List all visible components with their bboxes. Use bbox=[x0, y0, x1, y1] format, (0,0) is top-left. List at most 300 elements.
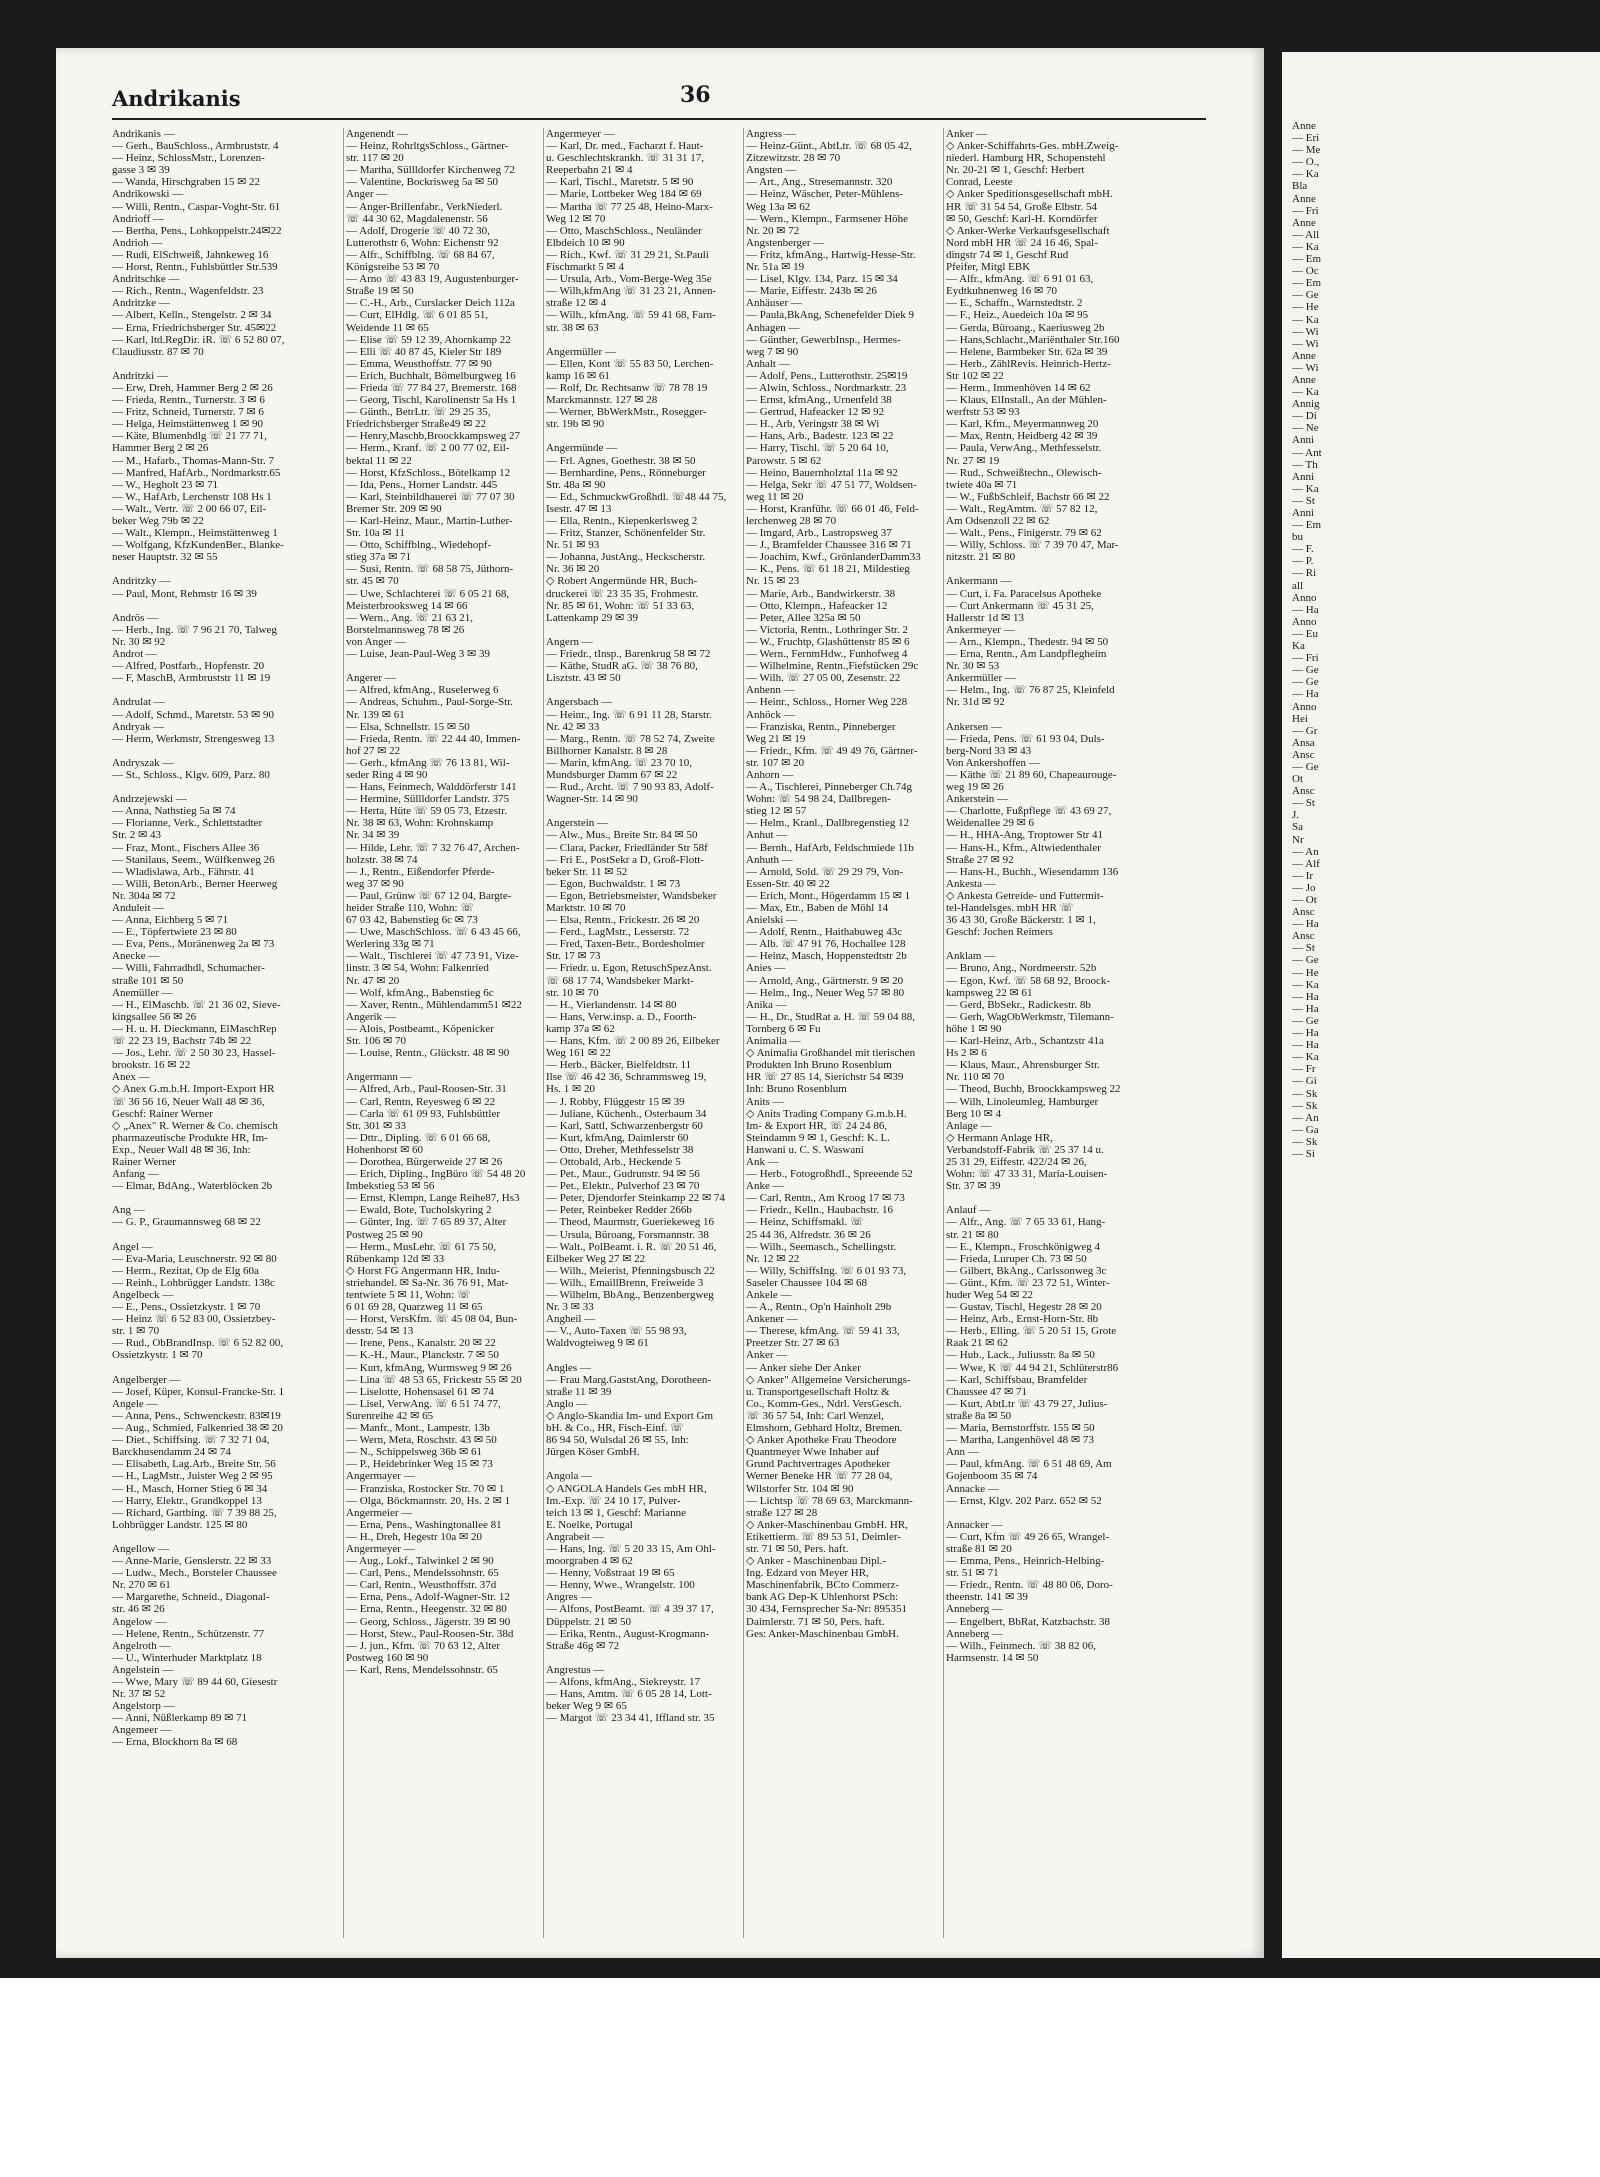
directory-entry-line: — Hans, Ing. ☏ 5 20 33 15, Am Ohl- bbox=[546, 1542, 716, 1555]
surname-heading: Angemeer — bbox=[112, 1724, 172, 1737]
directory-entry-line: — Wern., Ang. ☏ 21 63 21, bbox=[346, 611, 473, 624]
directory-entry-line: — Günther, GewerbInsp., Hermes- bbox=[746, 333, 901, 346]
directory-entry-line: — E., Töpfertwiete 23 ✉ 80 bbox=[112, 926, 237, 939]
partial-entry-line: Anne bbox=[1292, 349, 1316, 362]
directory-entry-line: — Bernhardine, Pens., Rönneburger bbox=[546, 466, 706, 479]
directory-entry-line: — Fri E., PostSekr a D, Groß-Flott- bbox=[546, 853, 704, 866]
directory-entry-line: Jürgen Köser GmbH. bbox=[546, 1446, 640, 1459]
directory-entry-line: 25 44 36, Alfredstr. 36 ✉ 26 bbox=[746, 1228, 871, 1241]
directory-entry-line: ◇ Horst FG Angermann HR, Indu- bbox=[346, 1264, 500, 1277]
surname-heading: Andritzky — bbox=[112, 575, 171, 588]
directory-entry-line: — Fritz, Stanzer, Schönenfelder Str. bbox=[546, 527, 706, 540]
directory-entry-line: — Elsa, Schnellstr. 15 ✉ 50 bbox=[346, 720, 470, 733]
directory-entry-line: — Franziska, Rentn., Pinneberger bbox=[746, 720, 896, 733]
directory-entry-line: — Paul, kfmAng. ☏ 6 51 48 69, Am bbox=[946, 1458, 1112, 1471]
directory-entry-line: — Carl, Rentn., Am Kroog 17 ✉ 73 bbox=[746, 1192, 905, 1205]
directory-entry-line: — Manfred, HafArb., Nordmarkstr.65 bbox=[112, 466, 281, 479]
directory-entry-line: — Erich, Buchhalt, Bömelburgweg 16 bbox=[346, 369, 516, 382]
directory-entry-line: Str. 301 ✉ 33 bbox=[346, 1119, 406, 1132]
directory-entry-line: neser Hauptstr. 32 ✉ 55 bbox=[112, 551, 218, 564]
directory-entry-line: — Gustav, Tischl, Hegestr 28 ✉ 20 bbox=[946, 1301, 1102, 1314]
directory-entry-line: Im- & Export HR, ☏ 24 24 86, bbox=[746, 1119, 888, 1132]
directory-entry-line: — Wanda, Hirschgraben 15 ✉ 22 bbox=[112, 176, 261, 189]
directory-entry-line: — Theod, Maurmstr, Gueriekeweg 16 bbox=[546, 1216, 714, 1229]
directory-entry-line: — Horst, Rentn., Fuhlsbüttler Str.539 bbox=[112, 261, 278, 274]
directory-entry-line: — Karl, ltd.RegDir. iR. ☏ 6 52 80 07, bbox=[112, 333, 285, 346]
directory-entry-line: — Gerh., kfmAng ☏ 76 13 81, Wil- bbox=[346, 756, 510, 769]
directory-entry-line: — Marg., Rentn. ☏ 78 52 74, Zweite bbox=[546, 732, 715, 745]
directory-entry-line: Weg 161 ✉ 22 bbox=[546, 1047, 611, 1060]
partial-entry-line: — Oc bbox=[1292, 265, 1319, 278]
directory-entry-line: stieg 37a ✉ 71 bbox=[346, 551, 412, 564]
partial-entry-line: Ansa bbox=[1292, 736, 1315, 749]
directory-entry-line: — Wwe, K ☏ 44 94 21, Schlüterstr86 bbox=[946, 1361, 1119, 1374]
directory-entry-line: — Kurt, kfmAng, Wurmsweg 9 ✉ 26 bbox=[346, 1361, 512, 1374]
directory-entry-line: Elmshorn, Gebhard Holtz, Bremen. bbox=[746, 1422, 903, 1435]
directory-entry-line: — Alfr., Ang. ☏ 7 65 33 61, Hang- bbox=[946, 1216, 1106, 1229]
partial-entry-line: — Ka bbox=[1292, 386, 1319, 399]
surname-heading: Anhöck — bbox=[746, 708, 795, 721]
directory-entry-line: hof 27 ✉ 22 bbox=[346, 744, 401, 757]
surname-heading: Anhuth — bbox=[746, 853, 793, 866]
directory-entry-line: — Kurt, AbtLtr ☏ 43 79 27, Julius- bbox=[946, 1397, 1108, 1410]
directory-entry-line: — Frieda ☏ 77 84 27, Bremerstr. 168 bbox=[346, 381, 517, 394]
directory-entry-line: Nr. 31d ✉ 92 bbox=[946, 696, 1005, 709]
directory-entry-line: Nr. 20-21 ✉ 1, Geschf: Herbert bbox=[946, 164, 1085, 177]
partial-entry-line: — St bbox=[1292, 797, 1315, 810]
directory-entry-line: — W., Fruchtp, Glashüttenstr 85 ✉ 6 bbox=[746, 635, 910, 648]
blank-line bbox=[546, 334, 764, 346]
directory-entry-line: — Willi, BetonArb., Berner Heerweg bbox=[112, 877, 278, 890]
directory-entry-line: — H. u. H. Dieckmann, ElMaschRep bbox=[112, 1022, 277, 1035]
directory-entry-line: — Heinz, RohrltgsSchloss., Gärtner- bbox=[346, 140, 509, 153]
surname-heading: Anhorn — bbox=[746, 768, 794, 781]
directory-entry-line: Wagner-Str. 14 ✉ 90 bbox=[546, 793, 638, 806]
directory-entry-line: — Henny, Voßstraat 19 ✉ 65 bbox=[546, 1567, 675, 1580]
blank-line bbox=[946, 938, 1164, 950]
directory-entry-line: — Wilh,kfmAng ☏ 31 23 21, Annen- bbox=[546, 285, 717, 298]
directory-entry-line: Imbekstieg 53 ✉ 56 bbox=[346, 1180, 435, 1193]
partial-entry-line: Anni bbox=[1292, 507, 1314, 519]
directory-entry-line: — Willy, SchiffsIng. ☏ 6 01 93 73, bbox=[746, 1264, 907, 1277]
directory-entry-line: — Herta, Hüte ☏ 59 05 73, Etzestr. bbox=[346, 805, 507, 818]
next-page-partial-column bbox=[1292, 120, 1380, 1948]
surname-heading: Andrikowski — bbox=[112, 188, 184, 201]
directory-entry-line: Straße 27 ✉ 92 bbox=[946, 853, 1014, 866]
directory-entry-line: linstr. 3 ✉ 54, Wohn: Falkenried bbox=[346, 962, 489, 975]
directory-entry-line: — Anna, Pens., Schwenckestr. 83✉19 bbox=[112, 1409, 281, 1422]
partial-entry-line: — Ge bbox=[1292, 664, 1319, 677]
directory-entry-line: Nr. 30 ✉ 53 bbox=[946, 660, 1000, 673]
surname-heading: Angerstein — bbox=[546, 817, 609, 830]
directory-entry-line: — Margarethe, Schneid., Diagonal- bbox=[112, 1591, 270, 1604]
directory-entry-line: Str. 37 ✉ 39 bbox=[946, 1180, 1001, 1193]
partial-entry-line: — Ge bbox=[1292, 676, 1319, 689]
directory-entry-line: — Helga, Heimstättenweg 1 ✉ 90 bbox=[112, 418, 263, 431]
directory-entry-line: Nr. 30 ✉ 92 bbox=[112, 635, 166, 648]
directory-entry-line: ◇ Hermann Anlage HR, bbox=[946, 1131, 1053, 1144]
directory-entry-line: Nr. 304a ✉ 72 bbox=[112, 889, 176, 902]
directory-entry-line: Wilstorfer Str. 104 ✉ 90 bbox=[746, 1482, 854, 1495]
surname-heading: Angress — bbox=[746, 128, 796, 140]
directory-entry-line: — Hans, Feinmech, Walddörferstr 141 bbox=[346, 781, 517, 794]
blank-line bbox=[112, 1362, 340, 1374]
directory-entry-line: — Helm., Ing., Neuer Weg 57 ✉ 80 bbox=[746, 986, 905, 999]
blank-line bbox=[546, 430, 764, 442]
directory-entry-line: — Helm., Ing. ☏ 76 87 25, Kleinfeld bbox=[946, 684, 1115, 697]
directory-entry-line: str. 117 ✉ 20 bbox=[346, 152, 404, 165]
directory-entry-line: Hohenhorst ✉ 60 bbox=[346, 1143, 424, 1156]
directory-entry-line: beker Weg 9 ✉ 65 bbox=[546, 1700, 627, 1713]
directory-entry-line: — F., Heiz., Auedeich 10a ✉ 95 bbox=[946, 309, 1089, 322]
directory-entry-line: ◇ Ankesta Getreide- und Futtermit- bbox=[946, 889, 1104, 902]
directory-entry-line: Mundsburger Damm 67 ✉ 22 bbox=[546, 768, 678, 781]
partial-entry-line: Nr bbox=[1292, 833, 1304, 846]
directory-entry-line: Eydtkuhnenweg 16 ✉ 70 bbox=[946, 285, 1057, 298]
directory-entry-line: — Arnold, Sold. ☏ 29 29 79, Von- bbox=[746, 865, 903, 878]
directory-entry-line: — Willi, Fahrradhdl, Schumacher- bbox=[112, 962, 265, 975]
directory-entry-line: — Maria, Bernstorffstr. 155 ✉ 50 bbox=[946, 1422, 1095, 1435]
directory-entry-line: HR ☏ 27 85 14, Sierichstr 54 ✉39 bbox=[746, 1071, 904, 1084]
surname-heading: Angrestus — bbox=[546, 1663, 605, 1676]
surname-heading: Angenendt — bbox=[346, 128, 409, 140]
surname-heading: Angrabeit — bbox=[546, 1530, 604, 1543]
directory-entry-line: Weg 13a ✉ 62 bbox=[746, 200, 811, 213]
directory-entry-line: — Elmar, BdAng., Waterblöcken 2b bbox=[112, 1180, 273, 1193]
surname-heading: Angellow — bbox=[112, 1542, 170, 1555]
directory-entry-line: — Rich., Kwf. ☏ 31 29 21, St.Pauli bbox=[546, 248, 709, 261]
page-number: 36 bbox=[680, 82, 711, 108]
directory-entry-line: — Helga, Sekr ☏ 47 51 77, Woldsen- bbox=[746, 478, 917, 491]
directory-entry-line: — Adolf, Pens., Lutterothstr. 25✉19 bbox=[746, 369, 908, 382]
partial-entry-line: — Wi bbox=[1292, 337, 1319, 350]
partial-entry-line: Sa bbox=[1292, 821, 1303, 834]
directory-column-3 bbox=[546, 128, 764, 1948]
directory-entry-line: Lisztstr. 43 ✉ 50 bbox=[546, 672, 621, 685]
directory-entry-line: Nr. 110 ✉ 70 bbox=[946, 1071, 1005, 1084]
directory-entry-line: ◇ Anglo-Skandia Im- und Export Gm bbox=[546, 1409, 714, 1422]
directory-entry-line: — Adolf, Drogerie ☏ 40 72 30, bbox=[346, 224, 490, 237]
directory-entry-line: — St., Schloss., Klgv. 609, Parz. 80 bbox=[112, 768, 270, 781]
directory-entry-line: Chaussee 47 ✉ 71 bbox=[946, 1385, 1028, 1398]
directory-entry-line: — Paul, Mont, Rehmstr 16 ✉ 39 bbox=[112, 587, 257, 600]
directory-entry-line: — Herm., Rezitat, Op de Elg 60a bbox=[112, 1264, 259, 1277]
surname-heading: Andrös — bbox=[112, 611, 159, 624]
directory-entry-line: — Curt, Kfm ☏ 49 26 65, Wrangel- bbox=[946, 1530, 1110, 1543]
directory-entry-line: — K.-H., Maur., Planckstr. 7 ✉ 50 bbox=[346, 1349, 499, 1362]
partial-entry-line: — Fr bbox=[1292, 1063, 1316, 1076]
partial-entry-line: — St bbox=[1292, 494, 1315, 507]
partial-entry-line: — Ot bbox=[1292, 894, 1317, 906]
directory-entry-line: — Alfred, Arb., Paul-Roosen-Str. 31 bbox=[346, 1083, 507, 1096]
directory-entry-line: — Louise, Rentn., Glückstr. 48 ✉ 90 bbox=[346, 1047, 510, 1060]
directory-entry-line: — Anna, Nathstieg 5a ✉ 74 bbox=[112, 805, 236, 818]
directory-entry-line: — Marie, Lottbeker Weg 184 ✉ 69 bbox=[546, 188, 702, 201]
directory-entry-line: — Victoria, Rentn., Lothringer Str. 2 bbox=[746, 623, 908, 636]
directory-entry-line: Borstelmannsweg 78 ✉ 26 bbox=[346, 623, 465, 636]
directory-entry-line: — Walt., PolBeamt. i. R. ☏ 20 51 46, bbox=[546, 1240, 717, 1253]
partial-entry-line: — Ha bbox=[1292, 918, 1319, 931]
directory-entry-line: — Heinz, Schiffsmakl. ☏ bbox=[746, 1216, 864, 1229]
surname-heading: Andrioh — bbox=[112, 236, 163, 249]
directory-entry-line: niederl. Hamburg HR, Schopenstehl bbox=[946, 152, 1106, 165]
partial-entry-line: — He bbox=[1292, 301, 1319, 314]
directory-entry-line: Etikettierm. ☏ 89 53 51, Deimler- bbox=[746, 1530, 901, 1543]
directory-entry-line: Nr. 51 ✉ 93 bbox=[546, 539, 600, 552]
directory-entry-line: — Diet., Schiffsing. ☏ 7 32 71 04, bbox=[112, 1434, 270, 1447]
directory-entry-line: ◇ Anker-Schiffahrts-Ges. mbH.Zweig- bbox=[946, 140, 1119, 153]
surname-heading: Anits — bbox=[746, 1095, 784, 1108]
directory-entry-line: — Uwe, Schlachterei ☏ 6 05 21 68, bbox=[346, 587, 510, 600]
directory-entry-line: — Lichtsp ☏ 78 69 63, Marckmann- bbox=[746, 1494, 913, 1507]
directory-entry-line: E. Noelke, Portugal bbox=[546, 1518, 633, 1531]
directory-entry-line: — Hans-H., Buchh., Wiesendamm 136 bbox=[946, 865, 1119, 878]
directory-entry-line: — Alwin, Schloss., Nordmarkstr. 23 bbox=[746, 381, 907, 394]
surname-heading: Anneberg — bbox=[946, 1603, 1003, 1616]
surname-heading: Androt — bbox=[112, 648, 157, 661]
partial-entry-line: — Ka bbox=[1292, 978, 1319, 991]
surname-heading: Anklam — bbox=[946, 950, 996, 963]
directory-entry-line: — Anker siehe Der Anker bbox=[746, 1361, 861, 1374]
directory-entry-line: — W., HafArb, Lerchenstr 108 Hs 1 bbox=[112, 490, 272, 503]
directory-entry-line: — Ernst, kfmAng., Urnenfeld 38 bbox=[746, 394, 892, 407]
partial-entry-line: — Alf bbox=[1292, 857, 1320, 870]
surname-heading: Angola — bbox=[546, 1470, 593, 1483]
surname-heading: Angermayer — bbox=[346, 1470, 415, 1483]
directory-entry-line: — Dttr., Dipling. ☏ 6 01 66 68, bbox=[346, 1131, 491, 1144]
directory-entry-line: — Hans-H., Kfm., Altwiedenthaler bbox=[946, 841, 1101, 854]
directory-entry-line: — Gerh, WagObWerkmstr, Tilemann- bbox=[946, 1010, 1114, 1023]
column-divider bbox=[343, 128, 344, 1938]
column-divider bbox=[943, 128, 944, 1938]
blank-line bbox=[112, 358, 340, 370]
surname-heading: Anies — bbox=[746, 962, 786, 975]
partial-entry-line: — Ka bbox=[1292, 240, 1319, 253]
surname-heading: Andrulat — bbox=[112, 696, 165, 709]
directory-entry-line: — Arn., Klempn., Thedestr. 94 ✉ 50 bbox=[946, 635, 1109, 648]
directory-entry-line: ◇ Anker - Maschinenbau Dipl.- bbox=[746, 1555, 887, 1568]
directory-entry-line: straße 101 ✉ 50 bbox=[112, 974, 184, 987]
directory-entry-line: ◇ Anker Speditionsgesellschaft mbH. bbox=[946, 188, 1113, 201]
surname-heading: Ankermann — bbox=[946, 575, 1012, 588]
directory-entry-line: Str. 2 ✉ 43 bbox=[112, 829, 161, 842]
surname-heading: Annacke — bbox=[946, 1482, 999, 1495]
directory-entry-line: ◇ Anker Apotheke Frau Theodore bbox=[746, 1434, 897, 1447]
directory-entry-line: — Aug., Lokf., Talwinkel 2 ✉ 90 bbox=[346, 1555, 494, 1568]
directory-entry-line: Am Odsenzoll 22 ✉ 62 bbox=[946, 515, 1050, 527]
directory-entry-line: — Anni, Nüßlerkamp 89 ✉ 71 bbox=[112, 1712, 248, 1725]
blank-line bbox=[346, 1059, 564, 1071]
directory-entry-line: — Reinh., Lohbrügger Landstr. 138c bbox=[112, 1276, 275, 1289]
directory-entry-line: — Alois, Postbeamt., Köpenicker bbox=[346, 1022, 494, 1035]
directory-entry-line: str. 46 ✉ 26 bbox=[112, 1603, 165, 1616]
directory-entry-line: — W., FußbSchleif, Bachstr 66 ✉ 22 bbox=[946, 490, 1110, 503]
partial-entry-line: Anno bbox=[1292, 615, 1317, 628]
surname-heading: von Anger — bbox=[346, 635, 406, 648]
directory-entry-line: — J. Robby, Flüggestr 15 ✉ 39 bbox=[546, 1095, 685, 1108]
directory-entry-line: — Heinz ☏ 6 52 83 00, Ossietzbey- bbox=[112, 1313, 276, 1326]
partial-entry-line: — P. bbox=[1292, 555, 1314, 568]
blank-line bbox=[346, 660, 564, 672]
directory-entry-line: Werlering 33g ✉ 71 bbox=[346, 938, 435, 951]
partial-entry-line: — Ha bbox=[1292, 1027, 1319, 1040]
directory-entry-line: HR ☏ 31 54 54, Große Elbstr. 54 bbox=[946, 200, 1097, 213]
directory-entry-line: Rainer Werner bbox=[112, 1155, 176, 1168]
blank-line bbox=[112, 1192, 340, 1204]
surname-heading: Angelroth — bbox=[112, 1639, 171, 1652]
directory-entry-line: Nr. 47 ✉ 20 bbox=[346, 974, 400, 987]
partial-entry-line: — St bbox=[1292, 942, 1315, 955]
directory-entry-line: — Bertha, Pens., Lohkoppelstr.24✉22 bbox=[112, 224, 282, 237]
column-divider bbox=[543, 128, 544, 1938]
directory-entry-line: ☏ 36 57 54, Inh: Carl Wenzel, bbox=[746, 1409, 884, 1422]
surname-heading: Ank — bbox=[746, 1155, 779, 1168]
directory-entry-line: — Harry, Elektr., Grandkoppel 13 bbox=[112, 1494, 262, 1507]
directory-entry-line: — Hans, Arb., Badestr. 123 ✉ 22 bbox=[746, 430, 894, 443]
surname-heading: Anger — bbox=[346, 188, 388, 201]
surname-heading: Anker — bbox=[746, 1349, 788, 1362]
directory-entry-line: Elbdeich 10 ✉ 90 bbox=[546, 236, 625, 249]
directory-entry-line: — Valentine, Bockrisweg 5a ✉ 50 bbox=[346, 176, 498, 189]
surname-heading: Anecke — bbox=[112, 950, 160, 963]
directory-entry-line: — Heinz, Wäscher, Peter-Mühlens- bbox=[746, 188, 904, 201]
blank-line bbox=[112, 781, 340, 793]
directory-entry-line: striehandel. ✉ Sa-Nr. 36 76 91, Mat- bbox=[346, 1276, 509, 1289]
directory-entry-line: — Johanna, JustAng., Heckscherstr. bbox=[546, 551, 706, 564]
directory-entry-line: — Dorothea, Bürgerweide 27 ✉ 26 bbox=[346, 1155, 503, 1168]
directory-entry-line: — Susi, Rentn. ☏ 68 58 75, Jüthorn- bbox=[346, 563, 514, 576]
blank-line bbox=[946, 1507, 1164, 1519]
directory-entry-line: — Wolf, kfmAng., Babenstieg 6c bbox=[346, 986, 494, 999]
partial-entry-line: — Sk bbox=[1292, 1087, 1318, 1100]
surname-heading: Andrikanis — bbox=[112, 128, 175, 140]
directory-entry-line: — A., Tischlerei, Pinneberger Ch.74g bbox=[746, 781, 913, 794]
directory-entry-line: — Martha, Langenhövel 48 ✉ 73 bbox=[946, 1434, 1094, 1447]
directory-entry-line: 30 434, Fernsprecher Sa-Nr: 895351 bbox=[746, 1603, 907, 1616]
directory-entry-line: — Hermine, Süllldorfer Landstr. 375 bbox=[346, 793, 510, 806]
directory-entry-line: str. 21 ✉ 80 bbox=[946, 1228, 999, 1241]
directory-entry-line: 67 03 42, Babenstieg 6c ✉ 73 bbox=[346, 914, 478, 927]
directory-entry-line: — M., Hafarb., Thomas-Mann-Str. 7 bbox=[112, 454, 275, 467]
directory-entry-line: Friedrichsberger Straße49 ✉ 22 bbox=[346, 418, 487, 431]
surname-heading: Anex — bbox=[112, 1071, 150, 1084]
partial-entry-line: — Ka bbox=[1292, 168, 1319, 181]
directory-entry-line: — Helene, Rentn., Schützenstr. 77 bbox=[112, 1627, 265, 1640]
partial-entry-line: — Wi bbox=[1292, 325, 1319, 338]
directory-entry-line: Exp., Neuer Wall 48 ✉ 36, Inh: bbox=[112, 1143, 251, 1156]
directory-entry-line: — Lisel, Klgv. 134, Parz. 15 ✉ 34 bbox=[746, 273, 898, 286]
directory-entry-line: — Herb., Ing. ☏ 7 96 21 70, Talweg bbox=[112, 623, 277, 636]
surname-heading: Anhäuser — bbox=[746, 297, 802, 310]
directory-entry-line: — Clara, Packer, Friedländer Str 58f bbox=[546, 841, 708, 854]
blank-line bbox=[112, 563, 340, 575]
directory-entry-line: heider Straße 110, Wohn: ☏ bbox=[346, 902, 475, 914]
directory-entry-line: Nr. 3 ✉ 33 bbox=[546, 1301, 594, 1314]
directory-entry-line: Bremer Str. 209 ✉ 90 bbox=[346, 502, 442, 515]
directory-entry-line: druckerei ☏ 23 35 35, Frohmestr. bbox=[546, 587, 699, 600]
directory-entry-line: ☏ 68 17 74, Wandsbeker Markt- bbox=[546, 974, 694, 987]
surname-heading: Anneberg — bbox=[946, 1627, 1003, 1640]
directory-entry-line: — Karl, Sattl, Schwarzenbergstr 60 bbox=[546, 1119, 703, 1132]
directory-entry-line: — Herm, Werkmstr, Strengesweg 13 bbox=[112, 732, 275, 745]
directory-entry-line: ◇ Anex G.m.b.H. Import-Export HR bbox=[112, 1083, 275, 1096]
surname-heading: Angel — bbox=[112, 1240, 153, 1253]
directory-entry-line: — Ewald, Bote, Tucholskyring 2 bbox=[346, 1204, 492, 1217]
partial-entry-line: Anno bbox=[1292, 700, 1317, 713]
directory-entry-line: — Paula, VerwAng., Methfesselstr. bbox=[946, 442, 1102, 455]
directory-entry-line: Geschf: Jochen Reimers bbox=[946, 926, 1053, 939]
directory-entry-line: ☏ 36 56 16, Neuer Wall 48 ✉ 36, bbox=[112, 1095, 265, 1108]
directory-entry-line: — Karl, Kfm., Meyermannweg 20 bbox=[946, 418, 1099, 431]
directory-entry-line: — Rudi, ElSchweiß, Jahnkeweg 16 bbox=[112, 248, 269, 261]
partial-entry-line: — Fri bbox=[1292, 652, 1319, 665]
directory-entry-line: — W., Hegholt 23 ✉ 71 bbox=[112, 478, 219, 491]
directory-entry-line: Conrad, Leeste bbox=[946, 176, 1013, 189]
partial-entry-line: Hei bbox=[1292, 712, 1308, 725]
surname-heading: Angheil — bbox=[546, 1313, 596, 1326]
directory-entry-line: — Charlotte, Fußpflege ☏ 43 69 27, bbox=[946, 805, 1112, 818]
directory-entry-line: brookstr. 16 ✉ 22 bbox=[112, 1059, 191, 1072]
directory-entry-line: — Günt., Kfm. ☏ 23 72 51, Winter- bbox=[946, 1276, 1110, 1289]
directory-entry-line: — H., ElMaschb. ☏ 21 36 02, Sieve- bbox=[112, 998, 281, 1011]
directory-entry-line: — Fritz, Schneid, Turnerstr. 7 ✉ 6 bbox=[112, 406, 264, 419]
directory-entry-line: ◇ Robert Angermünde HR, Buch- bbox=[546, 575, 698, 588]
directory-entry-line: — Pet., Elektr., Pulverhof 23 ✉ 70 bbox=[546, 1180, 700, 1193]
directory-entry-line: — Uwe, MaschSchloss. ☏ 6 43 45 66, bbox=[346, 926, 521, 939]
directory-entry-line: Co., Komm-Ges., Ndrl. VersGesch. bbox=[746, 1397, 902, 1410]
directory-entry-line: — Karl, Rens, Mendelssohnstr. 65 bbox=[346, 1663, 498, 1676]
directory-entry-line: Str 102 ✉ 22 bbox=[946, 369, 1004, 382]
directory-entry-line: — Curt, ElHdlg. ☏ 6 01 85 51, bbox=[346, 309, 489, 322]
directory-entry-line: — Otto, Schiffblng., Wiedehopf- bbox=[346, 539, 492, 552]
surname-heading: Ankermeyer — bbox=[946, 623, 1015, 636]
directory-entry-line: — Frieda, Rentn. ☏ 22 44 40, Immen- bbox=[346, 732, 521, 745]
directory-entry-line: — Erna, Rentn., Am Landpflegheim bbox=[946, 648, 1107, 661]
directory-entry-line: — Walt., Vertr. ☏ 2 00 66 07, Eil- bbox=[112, 502, 267, 515]
directory-entry-line: — Herm., MusLehr. ☏ 61 75 50, bbox=[346, 1240, 497, 1253]
directory-entry-line: — Karl-Heinz, Maur., Martin-Luther- bbox=[346, 515, 513, 527]
directory-entry-line: — Alb. ☏ 47 91 76, Hochallee 128 bbox=[746, 938, 906, 951]
directory-entry-line: — K., Pens. ☏ 61 18 21, Mildestieg bbox=[746, 563, 910, 576]
directory-entry-line: teich 13 ✉ 1, Geschf: Marianne bbox=[546, 1506, 686, 1519]
partial-entry-line: all bbox=[1292, 579, 1303, 592]
directory-entry-line: — Alfons, PostBeamt. ☏ 4 39 37 17, bbox=[546, 1603, 714, 1616]
surname-heading: Angres — bbox=[546, 1591, 592, 1604]
surname-heading: Angstenberger — bbox=[746, 236, 825, 249]
directory-entry-line: Nord mbH HR ☏ 24 16 46, Spal- bbox=[946, 236, 1098, 249]
directory-entry-line: — Ed., SchmuckwGroßhdl. ☏48 44 75, bbox=[546, 490, 727, 503]
directory-entry-line: — H., Dreh, Hegestr 10a ✉ 20 bbox=[346, 1530, 482, 1543]
directory-entry-line: Maschinenfabrik, BCto Commerz- bbox=[746, 1579, 900, 1592]
directory-entry-line: — Arno ☏ 43 83 19, Augustenburger- bbox=[346, 273, 519, 286]
directory-entry-line: 36 43 30, Große Bäckerstr. 1 ✉ 1, bbox=[946, 914, 1096, 927]
directory-entry-line: 25 31 29, Eiffestr. 422/24 ✉ 26, bbox=[946, 1155, 1087, 1168]
directory-entry-line: str. 51 ✉ 71 bbox=[946, 1567, 999, 1580]
directory-entry-line: — Ursula, Arb., Vom-Berge-Weg 35e bbox=[546, 273, 712, 286]
directory-entry-line: — Emma, Weusthoffstr. 77 ✉ 90 bbox=[346, 357, 492, 370]
partial-entry-line: — Ha bbox=[1292, 1039, 1319, 1052]
directory-entry-line: — Herb., Elling. ☏ 5 20 51 15, Grote bbox=[946, 1325, 1117, 1338]
directory-entry-line: Nr. 38 ✉ 63, Wohn: Krohnskamp bbox=[346, 817, 494, 830]
directory-entry-line: str. 1 ✉ 70 bbox=[112, 1325, 160, 1338]
directory-entry-line: — Erna, Pens., Adolf-Wagner-Str. 12 bbox=[346, 1591, 510, 1604]
partial-entry-line: — Ge bbox=[1292, 954, 1319, 967]
directory-entry-line: — Günter, Ing. ☏ 7 65 89 37, Alter bbox=[346, 1216, 507, 1229]
directory-entry-line: — H., Masch, Horner Stieg 6 ✉ 34 bbox=[112, 1482, 268, 1495]
blank-line bbox=[546, 684, 764, 696]
directory-entry-line: Surenreihe 42 ✉ 65 bbox=[346, 1409, 434, 1422]
directory-entry-line: — Rud., Archt. ☏ 7 90 93 83, Adolf- bbox=[546, 781, 714, 794]
